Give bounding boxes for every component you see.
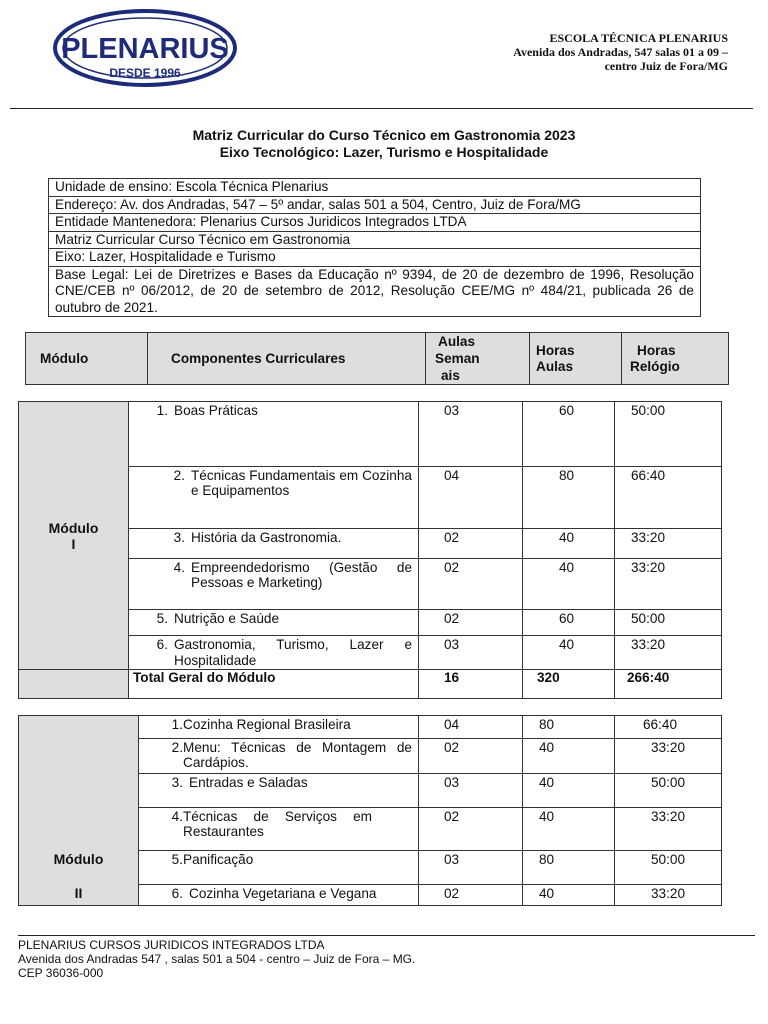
module-2-table: [18, 715, 722, 906]
aulas-cell: 02: [419, 529, 523, 559]
total-relogio: 266:40: [615, 670, 722, 699]
relogio-cell: 50:00: [615, 851, 722, 885]
footer-divider: [18, 935, 755, 936]
relogio-cell: 66:40: [615, 467, 722, 529]
relogio-cell: 50:00: [615, 402, 722, 467]
col-horas-relogio: Horas Relógio: [622, 333, 729, 385]
component-cell: 5. Panificação: [139, 851, 419, 885]
school-address-line2: centro Juiz de Fora/MG: [604, 59, 728, 73]
info-base-legal: Base Legal: Lei de Diretrizes e Bases da Educação nº 9394, de 20 de dezembro de 1996, Resolução CNE/CEB nº 06/2012, de 20 de setembro de 2012, Resolução CEE/MG nº 484/21, publicada 26 de outubro de 2021.: [49, 267, 700, 318]
info-matriz: Matriz Curricular Curso Técnico em Gastronomia: [49, 232, 700, 250]
module-2-label: Módulo II: [19, 716, 139, 906]
school-name: ESCOLA TÉCNICA PLENARIUS: [549, 31, 728, 45]
component-cell: 1. Boas Práticas: [129, 402, 419, 467]
component-cell: 6. Gastronomia, Turismo, Lazer e Hospitalidade: [129, 636, 419, 670]
component-cell: 5. Nutrição e Saúde: [129, 610, 419, 636]
relogio-cell: 33:20: [615, 636, 722, 670]
horas-cell: 80: [523, 716, 615, 739]
total-horas: 320: [523, 670, 615, 699]
aulas-cell: 04: [419, 716, 523, 739]
module-1-total-row: [19, 670, 722, 699]
logo-tagline: DESDE 1996: [109, 66, 181, 80]
info-eixo: Eixo: Lazer, Hospitalidade e Turismo: [49, 249, 700, 267]
horas-cell: 40: [523, 808, 615, 851]
header-divider: [10, 108, 753, 109]
relogio-cell: 33:20: [615, 739, 722, 774]
horas-cell: 80: [523, 467, 615, 529]
footer-company: PLENARIUS CURSOS JURIDICOS INTEGRADOS LTDA: [18, 938, 325, 952]
horas-cell: 40: [523, 739, 615, 774]
aulas-cell: 03: [419, 851, 523, 885]
module-1-table: [18, 401, 722, 699]
horas-cell: 60: [523, 610, 615, 636]
total-label: Total Geral do Módulo: [129, 670, 419, 699]
horas-cell: 40: [523, 529, 615, 559]
relogio-cell: 33:20: [615, 885, 722, 906]
horas-cell: 80: [523, 851, 615, 885]
component-cell: 6. Cozinha Vegetariana e Vegana: [139, 885, 419, 906]
plenarius-logo: [52, 8, 238, 88]
info-unidade: Unidade de ensino: Escola Técnica Plenarius: [49, 179, 700, 197]
aulas-cell: 03: [419, 774, 523, 808]
horas-cell: 40: [523, 774, 615, 808]
col-componentes: Componentes Curriculares: [148, 333, 426, 385]
aulas-cell: 02: [419, 559, 523, 610]
horas-cell: 60: [523, 402, 615, 467]
total-aulas: 16: [419, 670, 523, 699]
info-endereco: Endereço: Av. dos Andradas, 547 – 5º andar, salas 501 a 504, Centro, Juiz de Fora/MG: [49, 197, 700, 215]
document-subtitle: Eixo Tecnológico: Lazer, Turismo e Hospitalidade: [219, 144, 549, 160]
horas-cell: 40: [523, 636, 615, 670]
aulas-cell: 02: [419, 610, 523, 636]
component-cell: 4. Técnicas de Serviços em Restaurantes: [139, 808, 419, 851]
module-1-label: Módulo I: [19, 402, 129, 670]
aulas-cell: 03: [419, 636, 523, 670]
component-cell: 2. Menu: Técnicas de Montagem de Cardápios.: [139, 739, 419, 774]
footer-address: Avenida dos Andradas 547 , salas 501 a 504 - centro – Juiz de Fora – MG.: [18, 952, 416, 966]
aulas-cell: 02: [419, 808, 523, 851]
col-modulo: Módulo: [26, 333, 148, 385]
relogio-cell: 33:20: [615, 808, 722, 851]
component-cell: 2. Técnicas Fundamentais em Cozinha e Equipamentos: [129, 467, 419, 529]
table-row: [19, 716, 722, 739]
aulas-cell: 04: [419, 467, 523, 529]
col-horas-aulas: Horas Aulas: [530, 333, 622, 385]
horas-cell: 40: [523, 559, 615, 610]
horas-cell: 40: [523, 885, 615, 906]
relogio-cell: 33:20: [615, 559, 722, 610]
relogio-cell: 50:00: [615, 610, 722, 636]
aulas-cell: 02: [419, 885, 523, 906]
col-aulas-semanais: Aulas Seman ais: [426, 333, 530, 385]
relogio-cell: 66:40: [615, 716, 722, 739]
column-header-table: [25, 332, 729, 385]
aulas-cell: 03: [419, 402, 523, 467]
logo-text: PLENARIUS: [61, 33, 229, 65]
aulas-cell: 02: [419, 739, 523, 774]
table-row: [19, 402, 722, 467]
footer-cep: CEP 36036-000: [18, 966, 104, 980]
course-info-box: [48, 178, 701, 317]
relogio-cell: 50:00: [615, 774, 722, 808]
school-address-line1: Avenida dos Andradas, 547 salas 01 a 09 –: [513, 45, 728, 59]
component-cell: 3. Entradas e Saladas: [139, 774, 419, 808]
component-cell: 3. História da Gastronomia.: [129, 529, 419, 559]
document-title: Matriz Curricular do Curso Técnico em Gastronomia 2023: [192, 127, 576, 143]
component-cell: 1. Cozinha Regional Brasileira: [139, 716, 419, 739]
relogio-cell: 33:20: [615, 529, 722, 559]
info-mantenedora: Entidade Mantenedora: Plenarius Cursos Juridicos Integrados LTDA: [49, 214, 700, 232]
component-cell: 4. Empreendedorismo (Gestão de Pessoas e Marketing): [129, 559, 419, 610]
